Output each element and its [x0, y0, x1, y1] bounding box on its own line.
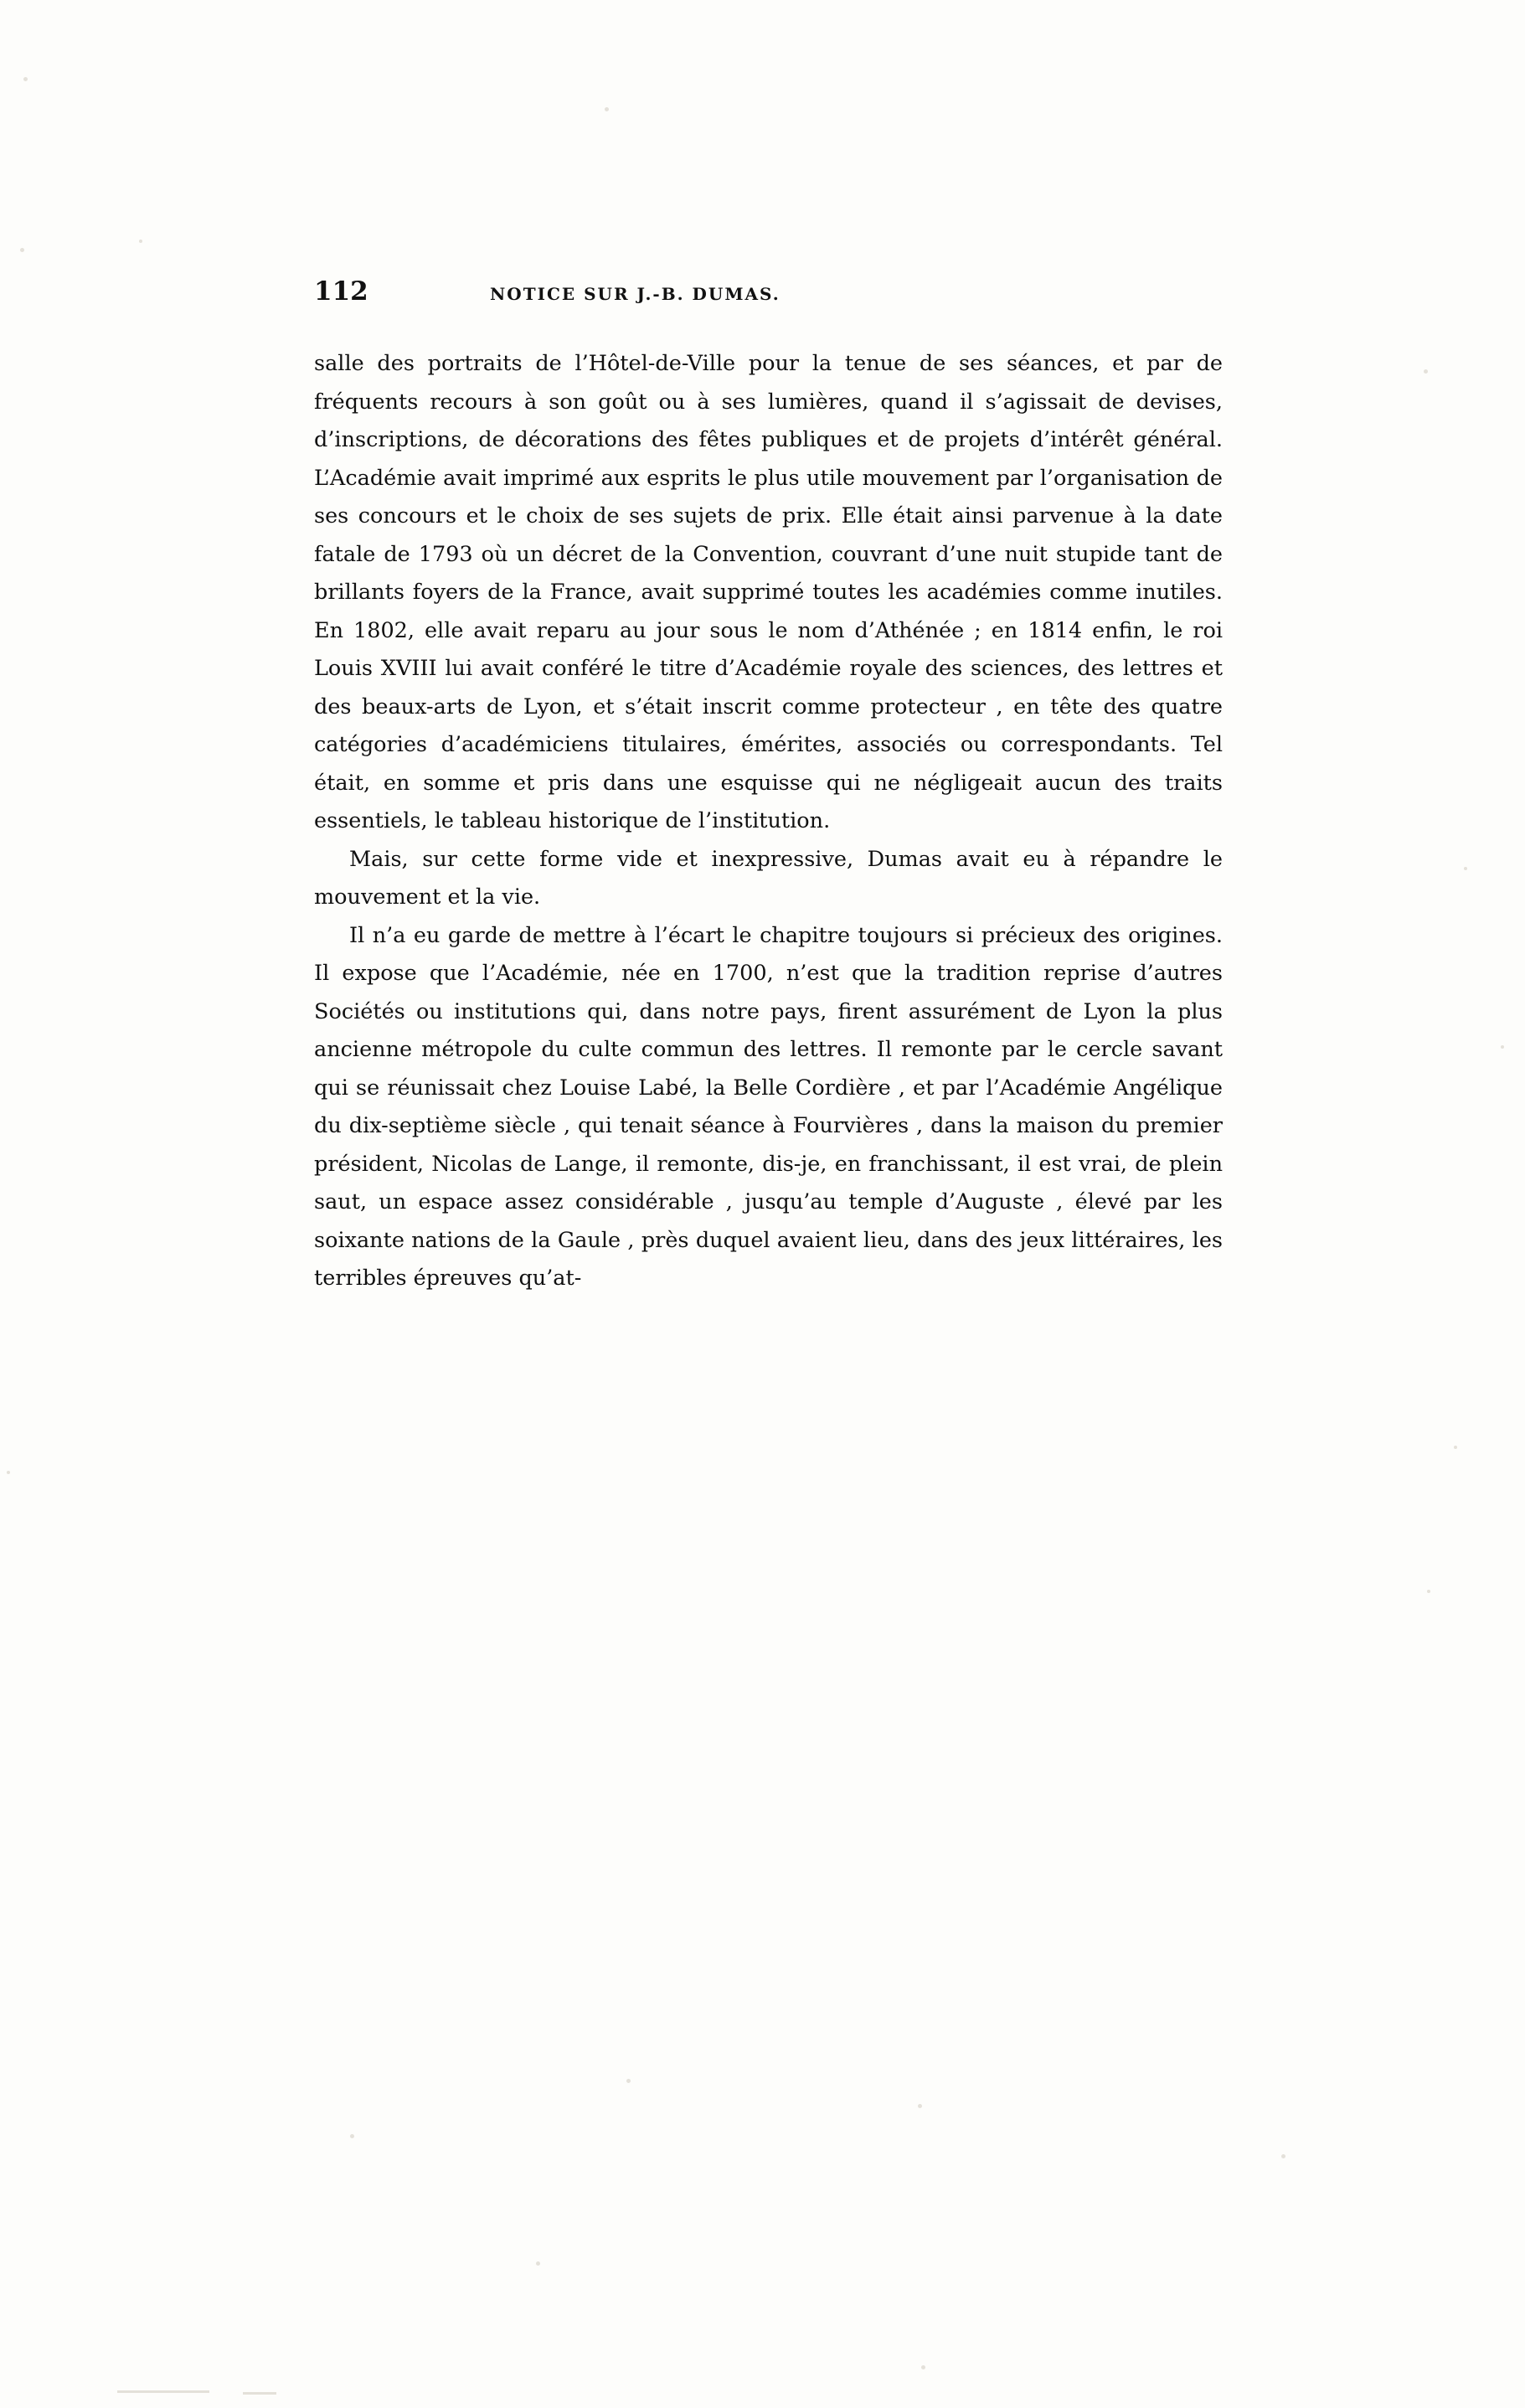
page-content	[314, 276, 1223, 1298]
scan-speck	[1424, 369, 1428, 374]
body-paragraph: Il n’a eu garde de mettre à l’écart le chapitre toujours si précieux des origines. Il expose que l’Académie, née en 1700, n’est que la tradition reprise d’autres Sociétés ou institutions qui, dans notre pays, firent assurément de Lyon la plus ancienne métropole du culte commun des lettres. Il remonte par le cercle savant qui se réunissait chez Louise Labé, la Belle Cordière , et par l’Académie Angélique du dix-septième siècle , qui tenait séance à Fourvières , dans la maison du premier président, Nicolas de Lange, il remonte, dis-je, en franchissant, il est vrai, de plein saut, un espace assez considérable , jusqu’au temple d’Auguste , élevé par les soixante nations de la Gaule , près duquel avaient lieu, dans des jeux littéraires, les terribles épreuves qu’at-	[314, 922, 1223, 1291]
page-number: 112	[314, 276, 368, 307]
page-header	[314, 276, 1223, 307]
scan-speck	[1454, 1446, 1457, 1449]
scan-edge-mark	[117, 2390, 209, 2393]
scan-speck	[20, 248, 24, 252]
body-paragraph: Mais, sur cette forme vide et inexpressive, Dumas avait eu à répandre le mouvement et la vie.	[314, 846, 1223, 910]
body-paragraph: salle des portraits de l’Hôtel-de-Ville pour la tenue de ses séances, et par de fréquents recours à son goût ou à ses lumières, quand il s’agissait de devises, d’inscriptions, de décorations des fêtes publiques et de projets d’intérêt général. L’Académie avait imprimé aux esprits le plus utile mouvement par l’organisation de ses concours et le choix de ses sujets de prix. Elle était ainsi parvenue à la date fatale de 1793 où un décret de la Convention, couvrant d’une nuit stupide tant de brillants foyers de la France, avait supprimé toutes les académies comme inutiles. En 1802, elle avait reparu au jour sous le nom d’Athénée ; en 1814 enfin, le roi Louis XVIII lui avait conféré le titre d’Académie royale des sciences, des lettres et des beaux-arts de Lyon, et s’était inscrit comme protecteur , en tête des quatre catégories d’académiciens titulaires, émérites, associés ou correspondants. Tel était, en somme et pris dans une esquisse qui ne négligeait aucun des traits essentiels, le tableau historique de l’institution.	[314, 351, 1223, 833]
scan-speck	[7, 1471, 10, 1474]
scan-speck	[918, 2104, 922, 2108]
running-head: NOTICE SUR J.-B. DUMAS.	[490, 284, 781, 304]
scan-edge-mark	[243, 2392, 276, 2395]
scan-speck	[139, 240, 142, 243]
scan-speck	[1501, 1045, 1504, 1049]
scan-speck	[1464, 867, 1467, 870]
scan-speck	[605, 107, 609, 111]
scan-speck	[626, 2079, 631, 2083]
scan-speck	[921, 2365, 925, 2369]
scan-speck	[350, 2134, 354, 2138]
scan-speck	[536, 2261, 540, 2266]
scan-speck	[1281, 2154, 1285, 2158]
scan-speck	[1427, 1590, 1430, 1593]
scan-speck	[23, 77, 28, 81]
